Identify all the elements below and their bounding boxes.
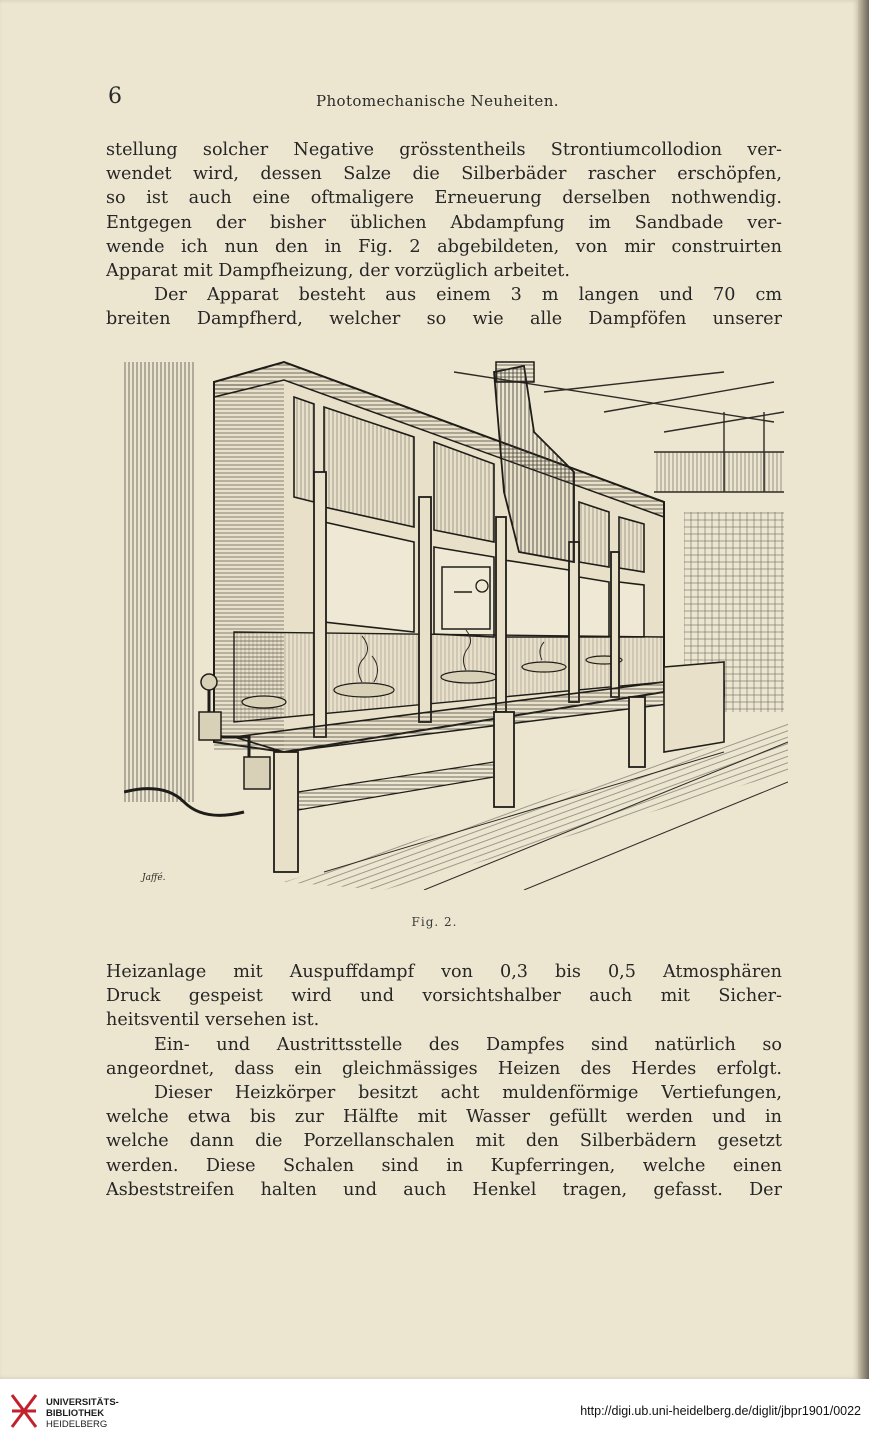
library-name-line-2: BIBLIOTHEK xyxy=(46,1408,105,1419)
text-block-bottom xyxy=(106,960,782,1202)
text-line: welche etwa bis zur Hälfte mit Wasser gefüllt werden und in xyxy=(106,1107,782,1128)
figure-caption: Fig. 2. xyxy=(411,915,458,929)
text-line: Heizanlage mit Auspuffdampf von 0,3 bis 0,5 Atmosphären xyxy=(106,962,782,982)
text-line: Der Apparat besteht aus einem 3 m langen und 70 cm xyxy=(154,285,782,306)
text-line: Apparat mit Dampfheizung, der vorzüglich arbeitet. xyxy=(106,260,570,281)
library-logo-icon xyxy=(10,1391,38,1431)
text-line: breiten Dampfherd, welcher so wie alle Dampföfen unserer xyxy=(106,309,782,330)
page-number: 6 xyxy=(108,84,122,109)
text-line: Ein- und Austrittsstelle des Dampfes sind natürlich so xyxy=(154,1034,782,1055)
text-line: welche dann die Porzellanschalen mit den Silberbädern gesetzt xyxy=(106,1131,782,1152)
text-line: angeordnet, dass ein gleichmässiges Heizen des Herdes erfolgt. xyxy=(106,1058,782,1079)
text-line: Entgegen der bisher üblichen Abdampfung im Sandbade ver- xyxy=(106,212,782,233)
text-line: wendet wird, dessen Salze die Silberbäder rascher erschöpfen, xyxy=(106,164,782,185)
footer-bar xyxy=(0,1379,869,1443)
text-line: heitsventil versehen ist. xyxy=(106,1010,320,1031)
text-line: stellung solcher Negative grösstentheils Strontiumcollodion ver- xyxy=(106,140,782,160)
library-name-line-1: UNIVERSITÄTS- xyxy=(46,1397,119,1408)
engraver-signature: Jaffé. xyxy=(142,873,166,883)
source-url-link[interactable]: http://digi.ub.uni-heidelberg.de/diglit/jbpr1901/0022 xyxy=(580,1404,861,1418)
running-title: Photomechanische Neuheiten. xyxy=(316,92,559,110)
library-name-line-3: HEIDELBERG xyxy=(46,1419,108,1430)
text-line: Druck gespeist wird und vorsichtshalber auch mit Sicher- xyxy=(106,986,782,1007)
page-edge xyxy=(858,0,869,1379)
library-name xyxy=(46,1397,119,1430)
text-line: Asbeststreifen halten und auch Henkel tragen, gefasst. Der xyxy=(106,1179,782,1200)
text-line: wende ich nun den in Fig. 2 abgebildeten, von mir construirten xyxy=(106,236,782,257)
text-line: werden. Diese Schalen sind in Kupferringen, welche einen xyxy=(106,1155,782,1176)
text-block-top xyxy=(106,138,782,332)
figure-steam-apparatus xyxy=(124,352,788,890)
text-line: so ist auch eine oftmaligere Erneuerung derselben nothwendig. xyxy=(106,188,782,209)
text-line: Dieser Heizkörper besitzt acht muldenförmige Vertiefungen, xyxy=(154,1082,782,1103)
steam-apparatus-engraving xyxy=(124,352,788,890)
